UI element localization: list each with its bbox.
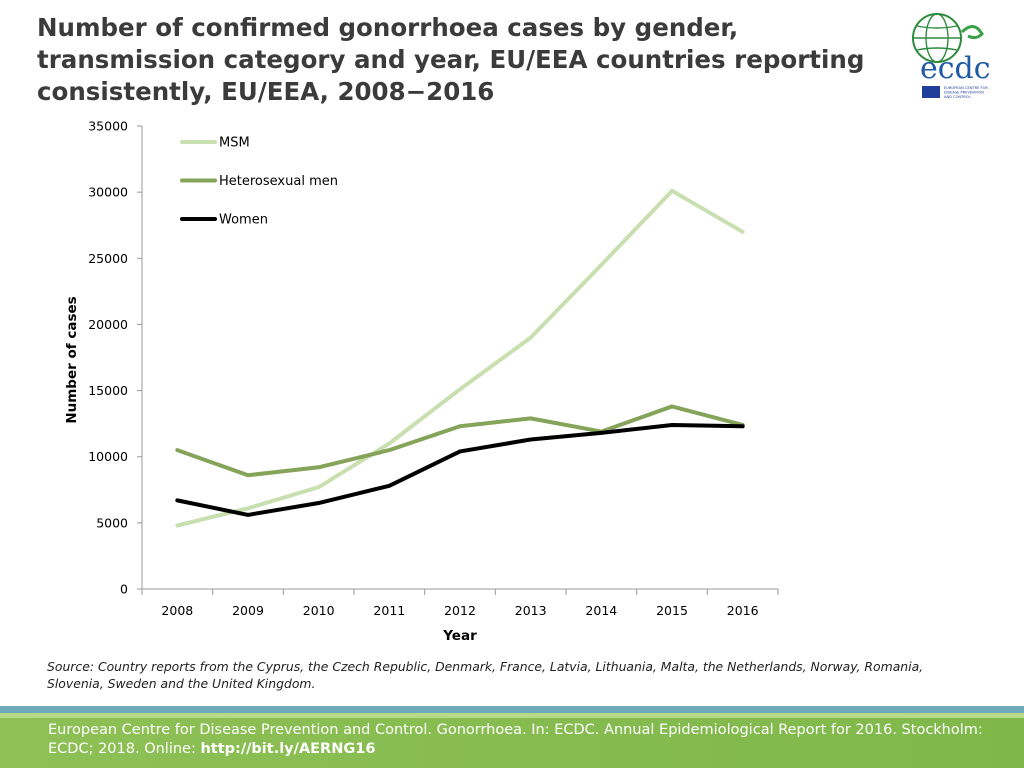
data-point-msm	[388, 442, 391, 445]
eu-flag-icon	[922, 86, 940, 98]
y-tick-label: 30000	[88, 184, 128, 200]
data-point-women	[317, 502, 320, 505]
x-tick-label: 2013	[514, 603, 547, 618]
page-title: Number of confirmed gonorrhoea cases by gender, transmission category and year, EU/EEA countries reporting consistently, EU/EEA, 2008−2016	[37, 13, 865, 106]
legend-label-msm: MSM	[219, 135, 250, 151]
logo-subtitle-line-2: DISEASE PREVENTION	[944, 90, 984, 95]
data-point-msm	[529, 336, 532, 339]
chart-legend	[182, 136, 338, 228]
citation-text: European Centre for Disease Prevention and Control. Gonorrhoea. In: ECDC. Annual Epidemiological Report for 2016. Stockholm: ECDC; 2018. Online:	[48, 722, 983, 757]
y-tick-label: 5000	[96, 515, 128, 531]
series-line-women	[177, 425, 742, 515]
x-axis-label: Year	[443, 628, 477, 644]
x-tick-label: 2012	[444, 603, 476, 618]
data-point-women	[247, 513, 250, 516]
citation	[48, 721, 1008, 759]
data-point-heterosexual-men	[388, 449, 391, 452]
data-point-heterosexual-men	[459, 425, 462, 428]
y-tick-label: 25000	[88, 250, 128, 266]
data-point-women	[741, 425, 744, 428]
data-point-heterosexual-men	[247, 474, 250, 477]
series-line-heterosexual-men	[177, 406, 742, 475]
ecdc-logo-graphic	[900, 10, 1016, 102]
legend-label-heterosexual-men: Heterosexual men	[219, 174, 338, 189]
x-tick-label: 2016	[726, 603, 759, 618]
data-point-msm	[671, 189, 674, 192]
citation-link[interactable]: http://bit.ly/AERNG16	[200, 741, 376, 757]
data-point-women	[459, 450, 462, 453]
data-point-msm	[600, 263, 603, 266]
logo-subtitle-line-3: AND CONTROL	[944, 95, 971, 99]
data-point-msm	[247, 507, 250, 510]
x-tick-label: 2010	[302, 603, 335, 618]
x-tick-label: 2014	[585, 603, 618, 618]
data-point-heterosexual-men	[529, 417, 532, 420]
series-layer	[176, 189, 744, 527]
data-point-msm	[317, 486, 320, 489]
data-point-women	[176, 499, 179, 502]
data-point-msm	[176, 524, 179, 527]
data-point-msm	[741, 230, 744, 233]
footer-stripe-top	[0, 706, 1024, 713]
y-tick-label: 20000	[88, 316, 128, 332]
data-point-women	[671, 423, 674, 426]
data-point-heterosexual-men	[176, 449, 179, 452]
data-point-heterosexual-men	[671, 405, 674, 408]
legend-label-women: Women	[219, 212, 268, 228]
x-tick-label: 2008	[161, 603, 194, 618]
x-tick-label: 2009	[232, 603, 264, 618]
y-axis-label: Number of cases	[64, 296, 80, 424]
x-tick-label: 2015	[656, 603, 688, 618]
logo-wordmark: ecdc	[920, 51, 991, 86]
y-tick-label: 15000	[88, 383, 128, 399]
logo-subtitle-line-1: EUROPEAN CENTRE FOR	[944, 86, 988, 90]
data-point-women	[600, 431, 603, 434]
x-tick-label: 2011	[373, 603, 406, 618]
data-point-msm	[459, 388, 462, 391]
source-note: Source: Country reports from the Cyprus, the Czech Republic, Denmark, France, Latvia, Lithuania, Malta, the Netherlands, Norway, Romania, Slovenia, Sweden and the United Kingdom.	[47, 659, 924, 691]
data-point-heterosexual-men	[317, 466, 320, 469]
line-chart	[0, 110, 800, 650]
data-point-women	[388, 484, 391, 487]
y-tick-label: 35000	[88, 118, 128, 134]
ecdc-logo	[900, 10, 1016, 102]
y-tick-label: 10000	[88, 449, 128, 465]
y-tick-label: 0	[120, 581, 128, 597]
data-point-women	[529, 438, 532, 441]
